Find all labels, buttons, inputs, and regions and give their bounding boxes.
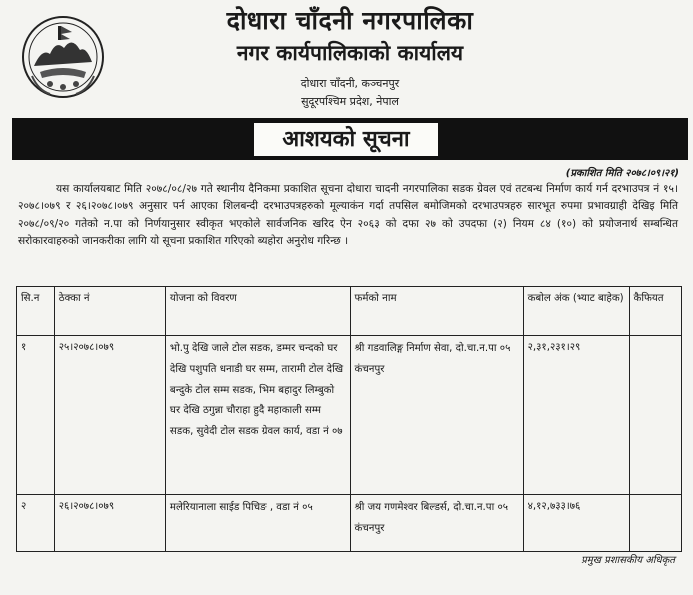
published-date: (प्रकाशित मिति २०७८।०९।२१) xyxy=(565,168,679,179)
cell-scheme: मलेरियानाला साईड पिचिङ , वडा नं ०५ xyxy=(165,495,350,552)
cell-sn: २ xyxy=(17,495,55,552)
cell-amount: २,३१,२३१।२९ xyxy=(523,336,629,495)
cell-remarks xyxy=(629,495,681,552)
header-firm: फर्मको नाम xyxy=(350,287,523,336)
cell-contract: २६।२०७८।०७९ xyxy=(54,495,165,552)
cell-sn: १ xyxy=(17,336,55,495)
signature-title: प्रमुख प्रशासकीय अधिकृत xyxy=(581,555,675,566)
cell-amount: ४,१२,७३३।७६ xyxy=(523,495,629,552)
notice-title: आशयको सूचना xyxy=(252,121,440,158)
header-sn: सि.न xyxy=(17,287,55,336)
cell-scheme: भो.पु देखि जाले टोल सडक, डम्मर चन्दको घर देखि पशुपति धनाडी घर सम्म, तारामी टोल देखि बन्दुके टोल सम्म सडक, भिम बहादुर लिम्बुको घर देखि ठगुन्ना चौराहा हुदै महाकाली सम्म सडक, सुवेदी टोल सडक ग्रेवल कार्य, वडा नं ०७ xyxy=(165,336,350,495)
table-row xyxy=(17,495,682,552)
cell-firm: श्री जय गणमेश्वर बिल्डर्स, दो.चा.न.पा ०५ कंचनपुर xyxy=(350,495,523,552)
cell-remarks xyxy=(629,336,681,495)
header-contract: ठेक्का नं xyxy=(54,287,165,336)
address-line-2: सुदूरपश्चिम प्रदेश, नेपाल xyxy=(301,95,399,108)
address-line-1: दोधारा चाँदनी, कञ्चनपुर xyxy=(300,77,400,90)
header-scheme: योजना को विवरण xyxy=(165,287,350,336)
cell-firm: श्री गडवालिङ्ग निर्माण सेवा, दो.चा.न.पा ०५ कंचनपुर xyxy=(350,336,523,495)
bid-table xyxy=(16,286,682,552)
header-amount: कबोल अंक (भ्याट बाहेक) xyxy=(523,287,629,336)
municipality-name: दोधारा चाँदनी नगरपालिका xyxy=(226,6,474,35)
header-remarks: कैफियत xyxy=(629,287,681,336)
table-row xyxy=(17,336,682,495)
notice-body: यस कार्यालयबाट मिति २०७८/०८/२७ गते स्थानीय दैनिकमा प्रकाशित सूचना दोधारा चादनी नगरपालिका सडक ग्रेवल एवं तटबन्ध निर्माण कार्य गर्न दरभाउपत्र नं १५।२०७८।०७९ र २६।२०७८।०७९ अनुसार पर्न आएका शिलबन्दी दरभाउपत्रहरुको मूल्याकंन गर्दा तपसिल बमोजिमको दरभाउपत्रहरु सारभूत रुपमा प्रभावग्राही देखिइ मिति २०७८/०९/२० गतेको न.पा को निर्णयानुसार स्वीकृत भएकोले सार्वजनिक खरिद ऐन २०६३ को दफा २७ को उपदफा (२) नियम ८४ (१०) को प्रयोजनार्थ सम्बन्धित सरोकारवाहरुको जानकरीका लागि यो सूचना प्रकाशित गरिएको ब्यहोरा अनुरोध गरिन्छ । xyxy=(18,183,678,248)
office-name: नगर कार्यपालिकाको कार्यालय xyxy=(236,41,464,65)
cell-contract: २५।२०७८।०७९ xyxy=(54,336,165,495)
emblem-logo xyxy=(20,14,106,100)
table-header-row xyxy=(17,287,682,336)
